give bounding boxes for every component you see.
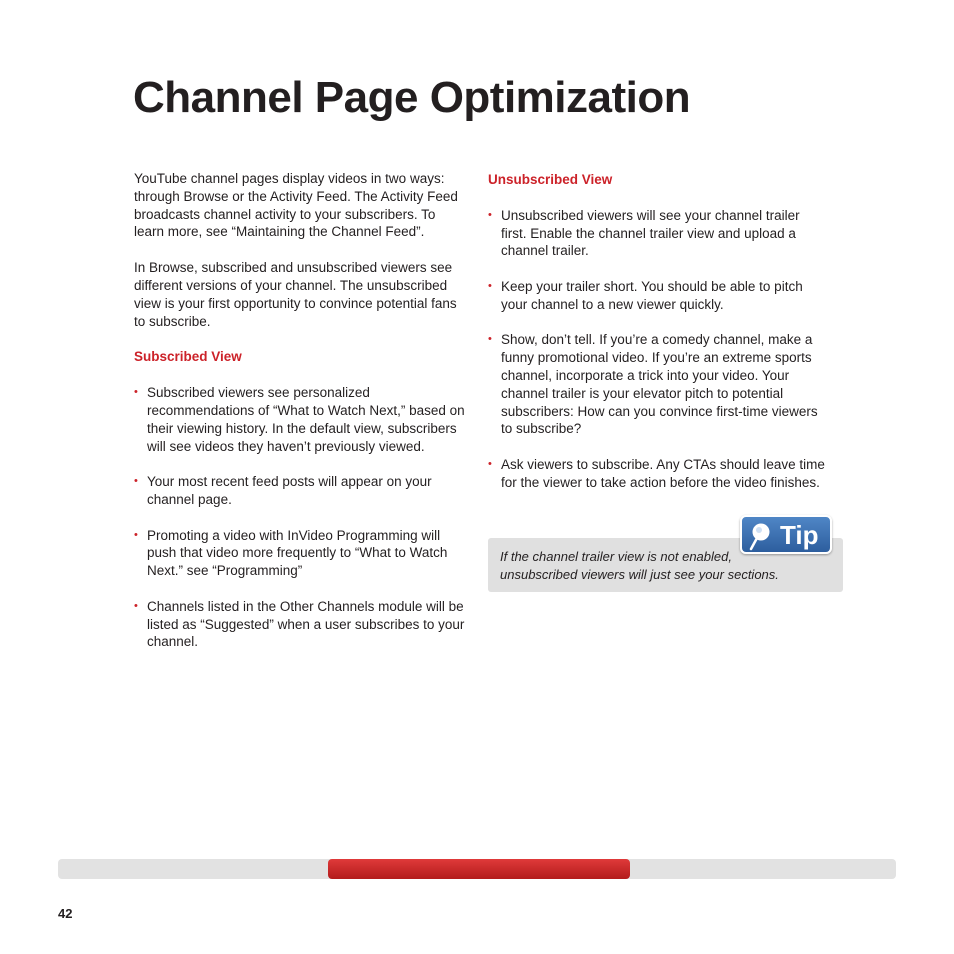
page-number: 42 bbox=[58, 906, 73, 921]
unsubscribed-view-list bbox=[488, 207, 828, 492]
tip-text-line: unsubscribed viewers will just see your sections. bbox=[500, 566, 779, 582]
bullet-icon: • bbox=[488, 208, 492, 221]
bullet-icon: • bbox=[134, 528, 138, 541]
bullet-icon: • bbox=[488, 333, 492, 346]
intro-paragraph: YouTube channel pages display videos in two ways: through Browse or the Activity Feed. The Activity Feed broadcasts channel activity to your subscribers. To learn more, see “Maintaining the Channel Feed”. bbox=[134, 171, 458, 240]
bullet-icon: • bbox=[134, 386, 138, 399]
list-item bbox=[134, 473, 469, 509]
tip-badge-label: Tip bbox=[780, 520, 819, 550]
subscribed-view-list bbox=[134, 384, 469, 651]
subscribed-view-heading: Subscribed View bbox=[134, 349, 242, 365]
list-item-text: Channels listed in the Other Channels module will be listed as “Suggested” when a user subscribes to your channel. bbox=[147, 598, 465, 650]
list-item bbox=[134, 598, 469, 651]
unsubscribed-view-heading: Unsubscribed View bbox=[488, 172, 613, 187]
reading-progress-bar bbox=[58, 859, 896, 879]
bullet-icon: • bbox=[134, 475, 138, 488]
left-column bbox=[134, 170, 469, 669]
bullet-icon: • bbox=[134, 599, 138, 612]
list-item bbox=[488, 278, 828, 314]
list-item bbox=[134, 384, 469, 455]
bullet-icon: • bbox=[488, 279, 492, 292]
list-item-text: Ask viewers to subscribe. Any CTAs should leave time for the viewer to take action before the video finishes. bbox=[501, 456, 825, 490]
list-item-text: Unsubscribed viewers will see your channel trailer first. Enable the channel trailer view and upload a channel trailer. bbox=[501, 207, 800, 259]
tip-badge bbox=[740, 515, 832, 554]
right-column bbox=[488, 171, 828, 509]
list-item-text: Keep your trailer short. You should be able to pitch your channel to a new viewer quickly. bbox=[501, 278, 803, 312]
pushpin-icon bbox=[748, 521, 774, 551]
reading-progress-fill bbox=[328, 859, 630, 879]
browse-paragraph: In Browse, subscribed and unsubscribed viewers see different versions of your channel. The unsubscribed view is your first opportunity to convince potential fans to subscribe. bbox=[134, 260, 457, 329]
tip-text-line: If the channel trailer view is not enabled, bbox=[500, 549, 732, 564]
list-item-text: Promoting a video with InVideo Programming will push that video more frequently to “What to Watch Next.” see “Programming” bbox=[147, 527, 448, 579]
list-item-text: Show, don’t tell. If you’re a comedy channel, make a funny promotional video. If you’re an extreme sports channel, incorporate a trick into your video. Your channel trailer is your elevator pitch to potential subscribers: How can you convince first-time viewers to subscribe? bbox=[501, 332, 818, 437]
bullet-icon: • bbox=[488, 457, 492, 470]
list-item-text: Subscribed viewers see personalized recommendations of “What to Watch Next,” based on their viewing history. In the default view, subscribers will see videos they haven’t previously viewed. bbox=[147, 385, 465, 454]
list-item bbox=[488, 331, 828, 438]
list-item bbox=[134, 527, 469, 580]
page-title: Channel Page Optimization bbox=[133, 73, 691, 122]
list-item-text: Your most recent feed posts will appear on your channel page. bbox=[147, 474, 432, 507]
list-item bbox=[488, 456, 828, 492]
list-item bbox=[488, 207, 828, 260]
